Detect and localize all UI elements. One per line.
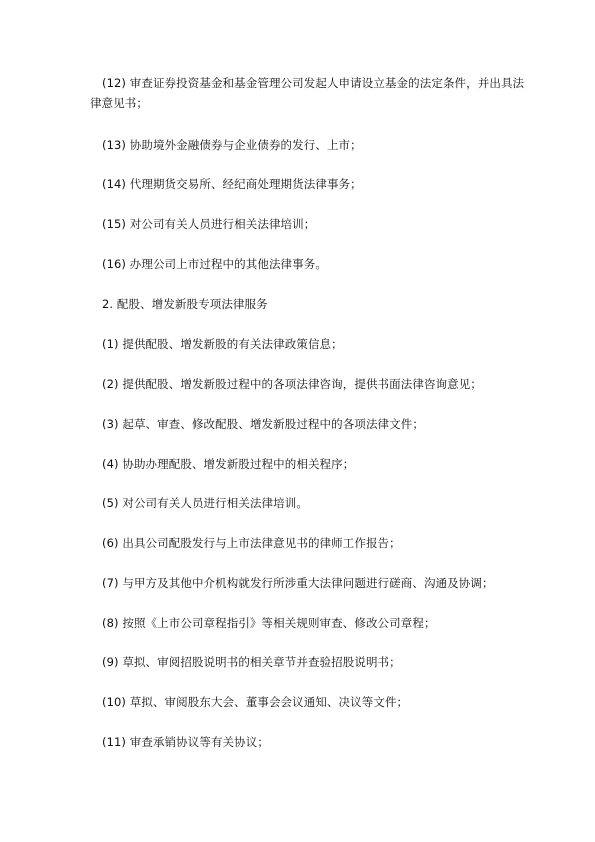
paragraph-item-2: (2) 提供配股、增发新股过程中的各项法律咨询，提供书面法律咨询意见； xyxy=(102,377,482,391)
paragraph-item-15: (15) 对公司有关人员进行相关法律培训； xyxy=(102,217,316,231)
section-heading-rights-issue: 2. 配股、增发新股专项法律服务 xyxy=(102,297,268,311)
paragraph-item-5: (5) 对公司有关人员进行相关法律培训。 xyxy=(102,496,308,510)
paragraph-item-3: (3) 起草、审查、修改配股、增发新股过程中的各项法律文件； xyxy=(102,417,424,431)
paragraph-item-13: (13) 协助境外金融债券与企业债券的发行、上市； xyxy=(102,138,362,152)
paragraph-item-16: (16) 办理公司上市过程中的其他法律事务。 xyxy=(102,257,327,271)
paragraph-item-12: (12) 审查证券投资基金和基金管理公司发起人申请设立基金的法定条件，并出具法律意见书； xyxy=(90,76,525,110)
paragraph-item-10: (10) 草拟、审阅股东大会、董事会会议通知、决议等文件； xyxy=(102,695,409,709)
paragraph-item-11: (11) 审查承销协议等有关协议； xyxy=(102,735,269,749)
paragraph-item-1: (1) 提供配股、增发新股的有关法律政策信息； xyxy=(102,337,343,351)
paragraph-item-7: (7) 与甲方及其他中介机构就发行所涉重大法律问题进行磋商、沟通及协调； xyxy=(102,576,494,590)
paragraph-item-8: (8) 按照《上市公司章程指引》等相关规则审查、修改公司章程； xyxy=(102,616,436,630)
paragraph-item-4: (4) 协助办理配股、增发新股过程中的相关程序； xyxy=(102,457,355,471)
paragraph-item-9: (9) 草拟、审阅招股说明书的相关章节并查验招股说明书； xyxy=(102,655,401,669)
paragraph-item-14: (14) 代理期货交易所、经纪商处理期货法律事务； xyxy=(102,177,362,191)
paragraph-item-6: (6) 出具公司配股发行与上市法律意见书的律师工作报告； xyxy=(102,536,401,550)
